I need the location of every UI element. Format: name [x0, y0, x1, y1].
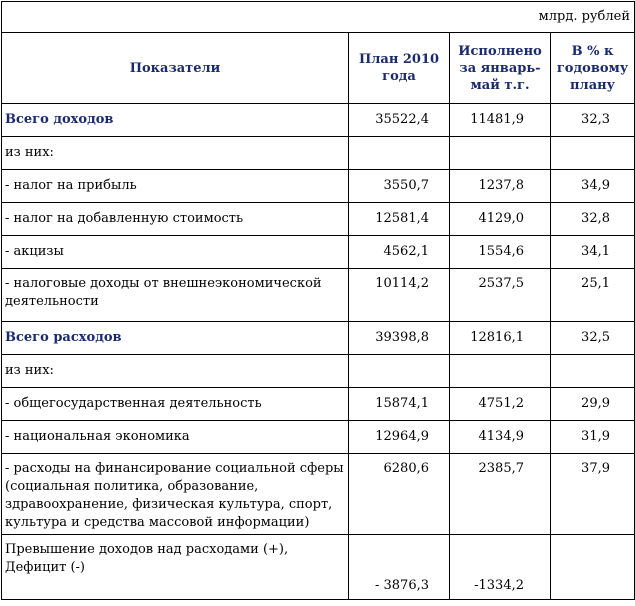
table-row — [2, 170, 635, 203]
row-pct: 34,9 — [551, 170, 635, 203]
row-pct: 29,9 — [551, 388, 635, 421]
row-plan: 12964,9 — [349, 421, 450, 454]
row-exec: 12816,1 — [450, 322, 551, 355]
row-exec: 1554,6 — [450, 236, 551, 269]
row-label: - национальная экономика — [2, 421, 349, 454]
row-plan: 6280,6 — [349, 454, 450, 535]
table-row — [2, 454, 635, 535]
row-exec: 11481,9 — [450, 104, 551, 137]
row-exec: -1334,2 — [450, 535, 551, 600]
table-row — [2, 421, 635, 454]
header-percent: В % к годовому плану — [551, 33, 635, 104]
row-pct: 34,1 — [551, 236, 635, 269]
row-label: Всего расходов — [2, 322, 349, 355]
row-pct: 37,9 — [551, 454, 635, 535]
row-exec: 1237,8 — [450, 170, 551, 203]
table-row — [2, 137, 635, 170]
row-label: Превышение доходов над расходами (+), Дефицит (-) — [2, 535, 349, 600]
table-row — [2, 535, 635, 600]
table-row — [2, 104, 635, 137]
row-label: из них: — [2, 137, 349, 170]
table-row — [2, 203, 635, 236]
row-label: - налог на добавленную стоимость — [2, 203, 349, 236]
row-pct: 31,9 — [551, 421, 635, 454]
table-row — [2, 269, 635, 322]
row-exec: 2385,7 — [450, 454, 551, 535]
header-indicator: Показатели — [2, 33, 349, 104]
row-exec: 2537,5 — [450, 269, 551, 322]
row-pct: 32,8 — [551, 203, 635, 236]
unit-label: млрд. рублей — [2, 2, 635, 33]
row-plan: 12581,4 — [349, 203, 450, 236]
row-plan: 15874,1 — [349, 388, 450, 421]
row-pct — [551, 535, 635, 600]
row-plan: - 3876,3 — [349, 535, 450, 600]
budget-table — [1, 1, 635, 600]
row-plan — [349, 137, 450, 170]
row-label: - налог на прибыль — [2, 170, 349, 203]
table-row — [2, 355, 635, 388]
row-label: - общегосударственная деятельность — [2, 388, 349, 421]
row-label: - расходы на финансирование социальной сферы (социальная политика, образование, здравоохранение, физическая культура, спорт, культура и средства массовой информации) — [2, 454, 349, 535]
unit-row — [2, 2, 635, 33]
row-pct: 32,3 — [551, 104, 635, 137]
row-pct: 32,5 — [551, 322, 635, 355]
row-exec — [450, 137, 551, 170]
header-plan: План 2010 года — [349, 33, 450, 104]
budget-table-page — [0, 1, 635, 606]
table-row — [2, 322, 635, 355]
row-plan — [349, 355, 450, 388]
row-pct — [551, 137, 635, 170]
row-pct — [551, 355, 635, 388]
row-label: Всего доходов — [2, 104, 349, 137]
row-plan: 10114,2 — [349, 269, 450, 322]
row-plan: 39398,8 — [349, 322, 450, 355]
row-label: из них: — [2, 355, 349, 388]
row-plan: 4562,1 — [349, 236, 450, 269]
header-row — [2, 33, 635, 104]
row-pct: 25,1 — [551, 269, 635, 322]
table-row — [2, 236, 635, 269]
header-executed: Исполнено за январь-май т.г. — [450, 33, 551, 104]
row-exec — [450, 355, 551, 388]
row-label: - акцизы — [2, 236, 349, 269]
row-exec: 4129,0 — [450, 203, 551, 236]
row-exec: 4751,2 — [450, 388, 551, 421]
row-exec: 4134,9 — [450, 421, 551, 454]
row-plan: 3550,7 — [349, 170, 450, 203]
row-plan: 35522,4 — [349, 104, 450, 137]
row-label: - налоговые доходы от внешнеэкономической деятельности — [2, 269, 349, 322]
table-row — [2, 388, 635, 421]
